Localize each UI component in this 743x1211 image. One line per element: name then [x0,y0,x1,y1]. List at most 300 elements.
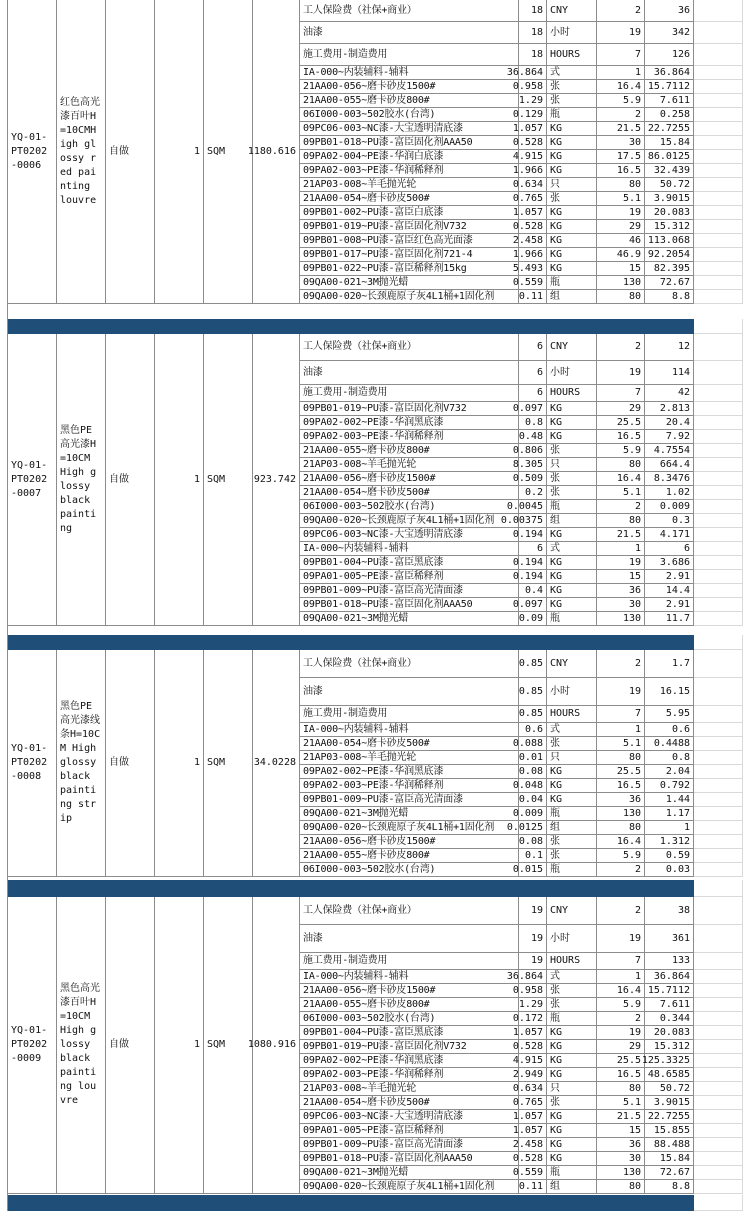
line-price-cell[interactable]: 16.4 [597,80,645,94]
total-cost-cell[interactable]: 34.0228 [253,650,300,877]
empty-cell[interactable] [694,500,743,514]
line-item-cell[interactable]: 09QA00-020~长颈鹿原子灰4L1桶+1固化剂 [300,290,519,304]
line-amount-cell[interactable]: 4.915 [519,1054,547,1068]
empty-cell[interactable] [694,319,743,334]
line-unit-cell[interactable]: KG [547,1026,597,1040]
line-item-cell[interactable]: 09PA02-003~PE漆-华润稀释剂 [300,430,519,444]
line-amount-cell[interactable]: 0.634 [519,1082,547,1096]
empty-cell[interactable] [694,737,743,751]
product-name-cell[interactable]: 黑色PE高光漆线条H=10CM High glossy black painting strip [57,650,106,877]
source-cell[interactable]: 自做 [106,897,155,1194]
line-item-cell[interactable]: 施工费用-制造费用 [300,953,519,970]
line-cost-cell[interactable]: 15.7112 [645,984,694,998]
line-cost-cell[interactable]: 86.0125 [645,150,694,164]
line-cost-cell[interactable]: 8.3476 [645,472,694,486]
line-item-cell[interactable]: 09PB01-018~PU漆-富臣固化剂AAA50 [300,598,519,612]
line-unit-cell[interactable]: KG [547,765,597,779]
empty-cell[interactable] [694,1138,743,1152]
line-price-cell[interactable]: 80 [597,514,645,528]
line-amount-cell[interactable]: 19 [519,897,547,925]
line-unit-cell[interactable]: HOURS [547,706,597,723]
line-amount-cell[interactable]: 0.509 [519,472,547,486]
line-price-cell[interactable]: 80 [597,458,645,472]
line-amount-cell[interactable]: 6 [519,542,547,556]
line-amount-cell[interactable]: 4.915 [519,150,547,164]
line-amount-cell[interactable]: 0.048 [519,779,547,793]
line-amount-cell[interactable]: 1.057 [519,206,547,220]
line-price-cell[interactable]: 25.5 [597,765,645,779]
line-amount-cell[interactable]: 1.057 [519,1124,547,1138]
unit-cell[interactable]: SQM [204,650,253,877]
line-unit-cell[interactable]: 张 [547,444,597,458]
empty-cell[interactable] [694,178,743,192]
line-price-cell[interactable]: 30 [597,136,645,150]
empty-cell[interactable] [694,1152,743,1166]
line-cost-cell[interactable]: 0.258 [645,108,694,122]
line-amount-cell[interactable]: 0.088 [519,737,547,751]
product-name-cell[interactable]: 黑色PE高光漆H=10CM High glossy black painting [57,334,106,626]
line-price-cell[interactable]: 2 [597,334,645,361]
empty-cell[interactable] [694,514,743,528]
line-cost-cell[interactable]: 664.4 [645,458,694,472]
empty-cell[interactable] [694,486,743,500]
line-item-cell[interactable]: 09PA02-004~PE漆-华润白底漆 [300,150,519,164]
line-amount-cell[interactable]: 1.966 [519,164,547,178]
line-amount-cell[interactable]: 0.194 [519,528,547,542]
line-item-cell[interactable]: 09PB01-019~PU漆-富臣固化剂V732 [300,1040,519,1054]
line-price-cell[interactable]: 80 [597,1180,645,1194]
line-cost-cell[interactable]: 72.67 [645,276,694,290]
empty-cell[interactable] [694,765,743,779]
line-item-cell[interactable]: IA-000~内装辅料-辅料 [300,66,519,80]
line-item-cell[interactable]: 工人保险费（社保+商业） [300,0,519,22]
line-cost-cell[interactable]: 42 [645,385,694,402]
empty-cell[interactable] [694,723,743,737]
line-item-cell[interactable]: 21AA00-056~磨卡砂皮1500# [300,984,519,998]
empty-cell[interactable] [694,234,743,248]
line-cost-cell[interactable]: 22.7255 [645,1110,694,1124]
line-cost-cell[interactable]: 1.312 [645,835,694,849]
line-unit-cell[interactable]: 瓶 [547,612,597,626]
line-price-cell[interactable]: 5.9 [597,998,645,1012]
line-cost-cell[interactable]: 114 [645,361,694,385]
line-cost-cell[interactable]: 3.9015 [645,192,694,206]
line-amount-cell[interactable]: 1.057 [519,1110,547,1124]
line-cost-cell[interactable]: 1.7 [645,650,694,678]
line-cost-cell[interactable]: 0.6 [645,723,694,737]
line-cost-cell[interactable]: 15.7112 [645,80,694,94]
line-item-cell[interactable]: 21AA00-056~磨卡砂皮1500# [300,835,519,849]
line-item-cell[interactable]: 06I000-003~502胶水(台湾) [300,108,519,122]
empty-cell[interactable] [694,821,743,835]
line-cost-cell[interactable]: 11.7 [645,612,694,626]
line-amount-cell[interactable]: 6 [519,334,547,361]
empty-cell[interactable] [694,122,743,136]
line-item-cell[interactable]: 09PA02-002~PE漆-华润黑底漆 [300,765,519,779]
line-amount-cell[interactable]: 0.2 [519,486,547,500]
line-price-cell[interactable]: 2 [597,1012,645,1026]
line-item-cell[interactable]: 油漆 [300,925,519,953]
line-unit-cell[interactable]: KG [547,793,597,807]
line-amount-cell[interactable]: 0.08 [519,765,547,779]
line-price-cell[interactable]: 7 [597,385,645,402]
line-item-cell[interactable]: 09PC06-003~NC漆-大宝透明清底漆 [300,1110,519,1124]
line-cost-cell[interactable]: 4.7554 [645,444,694,458]
line-amount-cell[interactable]: 18 [519,22,547,44]
line-unit-cell[interactable]: 瓶 [547,108,597,122]
line-item-cell[interactable]: 油漆 [300,22,519,44]
line-unit-cell[interactable]: CNY [547,334,597,361]
line-cost-cell[interactable]: 125.3325 [645,1054,694,1068]
line-amount-cell[interactable]: 1.057 [519,1026,547,1040]
line-amount-cell[interactable]: 0.85 [519,650,547,678]
line-unit-cell[interactable]: HOURS [547,385,597,402]
line-amount-cell[interactable]: 0.0125 [519,821,547,835]
line-item-cell[interactable]: 09PB01-017~PU漆-富臣固化剂721-4 [300,248,519,262]
empty-cell[interactable] [694,880,743,897]
line-unit-cell[interactable]: KG [547,122,597,136]
line-price-cell[interactable]: 16.5 [597,1068,645,1082]
line-item-cell[interactable]: 施工费用-制造费用 [300,44,519,66]
line-item-cell[interactable]: 工人保险费（社保+商业） [300,897,519,925]
line-cost-cell[interactable]: 36.864 [645,66,694,80]
quantity-cell[interactable]: 1 [155,897,204,1194]
source-cell[interactable]: 自做 [106,334,155,626]
line-price-cell[interactable]: 30 [597,598,645,612]
line-amount-cell[interactable]: 0.11 [519,1180,547,1194]
line-cost-cell[interactable]: 6 [645,542,694,556]
line-price-cell[interactable]: 2 [597,863,645,877]
line-price-cell[interactable]: 19 [597,22,645,44]
line-cost-cell[interactable]: 0.8 [645,751,694,765]
line-price-cell[interactable]: 80 [597,1082,645,1096]
line-unit-cell[interactable]: 式 [547,970,597,984]
line-cost-cell[interactable]: 126 [645,44,694,66]
line-unit-cell[interactable]: CNY [547,650,597,678]
line-unit-cell[interactable]: 张 [547,998,597,1012]
line-amount-cell[interactable]: 0.48 [519,430,547,444]
unit-cell[interactable]: SQM [204,897,253,1194]
line-cost-cell[interactable]: 16.15 [645,678,694,706]
line-price-cell[interactable]: 2 [597,897,645,925]
line-unit-cell[interactable]: KG [547,262,597,276]
line-unit-cell[interactable]: 瓶 [547,276,597,290]
line-amount-cell[interactable]: 0.85 [519,678,547,706]
empty-cell[interactable] [694,44,743,66]
line-item-cell[interactable]: 09PB01-022~PU漆-富臣稀释剂15kg [300,262,519,276]
line-amount-cell[interactable]: 5.493 [519,262,547,276]
line-item-cell[interactable]: 09PB01-019~PU漆-富臣固化剂V732 [300,402,519,416]
line-unit-cell[interactable]: KG [547,248,597,262]
line-item-cell[interactable]: 21AA00-055~磨卡砂皮800# [300,444,519,458]
empty-cell[interactable] [694,458,743,472]
line-price-cell[interactable]: 5.1 [597,1096,645,1110]
line-amount-cell[interactable]: 0.8 [519,416,547,430]
empty-cell[interactable] [694,1180,743,1194]
line-unit-cell[interactable]: 小时 [547,678,597,706]
line-item-cell[interactable]: 09PB01-008~PU漆-富臣红色高光面漆 [300,234,519,248]
line-price-cell[interactable]: 17.5 [597,150,645,164]
empty-cell[interactable] [694,385,743,402]
empty-cell[interactable] [694,570,743,584]
line-item-cell[interactable]: 09PB01-009~PU漆-富臣高光清面漆 [300,584,519,598]
line-cost-cell[interactable]: 113.068 [645,234,694,248]
line-price-cell[interactable]: 21.5 [597,122,645,136]
line-amount-cell[interactable]: 0.958 [519,80,547,94]
line-unit-cell[interactable]: 张 [547,984,597,998]
line-unit-cell[interactable]: KG [547,779,597,793]
line-price-cell[interactable]: 80 [597,751,645,765]
empty-cell[interactable] [694,22,743,44]
line-item-cell[interactable]: 09PA02-003~PE漆-华润稀释剂 [300,779,519,793]
line-price-cell[interactable]: 2 [597,500,645,514]
line-amount-cell[interactable]: 2.458 [519,1138,547,1152]
line-price-cell[interactable]: 36 [597,584,645,598]
line-unit-cell[interactable]: 瓶 [547,500,597,514]
total-cost-cell[interactable]: 923.742 [253,334,300,626]
empty-cell[interactable] [694,584,743,598]
line-cost-cell[interactable]: 2.813 [645,402,694,416]
product-code-cell[interactable]: YQ-01-PT0202-0008 [8,650,57,877]
line-price-cell[interactable]: 29 [597,1040,645,1054]
line-amount-cell[interactable]: 0.0045 [519,500,547,514]
line-cost-cell[interactable]: 1.17 [645,807,694,821]
line-item-cell[interactable]: 09PC06-003~NC漆-大宝透明清底漆 [300,528,519,542]
line-cost-cell[interactable]: 0.344 [645,1012,694,1026]
line-price-cell[interactable]: 36 [597,793,645,807]
line-price-cell[interactable]: 5.1 [597,737,645,751]
line-amount-cell[interactable]: 6 [519,361,547,385]
line-cost-cell[interactable]: 342 [645,22,694,44]
line-unit-cell[interactable]: KG [547,584,597,598]
line-item-cell[interactable]: 09PB01-009~PU漆-富臣高光清面漆 [300,793,519,807]
line-cost-cell[interactable]: 14.4 [645,584,694,598]
line-unit-cell[interactable]: KG [547,598,597,612]
line-amount-cell[interactable]: 0.806 [519,444,547,458]
line-cost-cell[interactable]: 7.611 [645,94,694,108]
line-unit-cell[interactable]: KG [547,1054,597,1068]
line-amount-cell[interactable]: 0.194 [519,556,547,570]
line-item-cell[interactable]: 21AA00-054~磨卡砂皮500# [300,192,519,206]
empty-cell[interactable] [694,612,743,626]
line-item-cell[interactable]: 09PA02-003~PE漆-华润稀释剂 [300,164,519,178]
line-price-cell[interactable]: 16.4 [597,835,645,849]
line-unit-cell[interactable]: 瓶 [547,1012,597,1026]
line-item-cell[interactable]: 09PB01-018~PU漆-富臣固化剂AAA50 [300,1152,519,1166]
line-cost-cell[interactable]: 0.4488 [645,737,694,751]
line-amount-cell[interactable]: 0.097 [519,402,547,416]
empty-cell[interactable] [694,953,743,970]
line-amount-cell[interactable]: 36.864 [519,970,547,984]
line-price-cell[interactable]: 1 [597,542,645,556]
empty-cell[interactable] [694,402,743,416]
line-price-cell[interactable]: 16.5 [597,430,645,444]
line-price-cell[interactable]: 16.5 [597,164,645,178]
line-price-cell[interactable]: 7 [597,953,645,970]
empty-cell[interactable] [694,80,743,94]
line-item-cell[interactable]: 09QA00-020~长颈鹿原子灰4L1桶+1固化剂 [300,1180,519,1194]
empty-cell[interactable] [694,542,743,556]
line-amount-cell[interactable]: 19 [519,953,547,970]
line-item-cell[interactable]: 09PA01-005~PE漆-富臣稀释剂 [300,1124,519,1138]
line-unit-cell[interactable]: KG [547,1068,597,1082]
source-cell[interactable]: 自做 [106,0,155,304]
line-amount-cell[interactable]: 0.559 [519,1166,547,1180]
line-price-cell[interactable]: 2 [597,0,645,22]
empty-cell[interactable] [694,276,743,290]
line-cost-cell[interactable]: 0.03 [645,863,694,877]
line-amount-cell[interactable]: 0.04 [519,793,547,807]
line-amount-cell[interactable]: 0.009 [519,807,547,821]
line-amount-cell[interactable]: 0.634 [519,178,547,192]
line-item-cell[interactable]: 21AA00-056~磨卡砂皮1500# [300,80,519,94]
line-amount-cell[interactable]: 6 [519,385,547,402]
empty-cell[interactable] [694,66,743,80]
line-item-cell[interactable]: 09QA00-020~长颈鹿原子灰4L1桶+1固化剂 [300,821,519,835]
line-item-cell[interactable]: 09PB01-004~PU漆-富臣黑底漆 [300,1026,519,1040]
line-price-cell[interactable]: 130 [597,807,645,821]
line-cost-cell[interactable]: 2.91 [645,570,694,584]
line-amount-cell[interactable]: 0.559 [519,276,547,290]
line-amount-cell[interactable]: 0.097 [519,598,547,612]
line-price-cell[interactable]: 29 [597,402,645,416]
line-unit-cell[interactable]: CNY [547,897,597,925]
line-cost-cell[interactable]: 1.44 [645,793,694,807]
line-amount-cell[interactable]: 0.09 [519,612,547,626]
line-cost-cell[interactable]: 7.611 [645,998,694,1012]
empty-cell[interactable] [694,136,743,150]
line-cost-cell[interactable]: 133 [645,953,694,970]
empty-cell[interactable] [694,262,743,276]
line-amount-cell[interactable]: 18 [519,0,547,22]
line-unit-cell[interactable]: KG [547,528,597,542]
line-cost-cell[interactable]: 12 [645,334,694,361]
line-amount-cell[interactable]: 0.08 [519,835,547,849]
unit-cell[interactable]: SQM [204,334,253,626]
line-item-cell[interactable]: 21AA00-054~磨卡砂皮500# [300,737,519,751]
line-cost-cell[interactable]: 1.02 [645,486,694,500]
line-cost-cell[interactable]: 0.3 [645,514,694,528]
line-cost-cell[interactable]: 0.009 [645,500,694,514]
empty-cell[interactable] [694,863,743,877]
empty-cell[interactable] [694,1096,743,1110]
empty-cell[interactable] [694,0,743,22]
line-price-cell[interactable]: 1 [597,970,645,984]
line-price-cell[interactable]: 16.4 [597,984,645,998]
empty-cell[interactable] [694,751,743,765]
line-item-cell[interactable]: 09QA00-020~长颈鹿原子灰4L1桶+1固化剂 [300,514,519,528]
empty-cell[interactable] [694,678,743,706]
product-name-cell[interactable]: 红色高光漆百叶H=10CMHigh glossy red painting louvre [57,0,106,304]
line-unit-cell[interactable]: 张 [547,94,597,108]
line-unit-cell[interactable]: 瓶 [547,1166,597,1180]
line-cost-cell[interactable]: 5.95 [645,706,694,723]
line-price-cell[interactable]: 80 [597,178,645,192]
line-item-cell[interactable]: 06I000-003~502胶水(台湾) [300,1012,519,1026]
line-unit-cell[interactable]: 张 [547,1096,597,1110]
line-amount-cell[interactable]: 2.458 [519,234,547,248]
line-price-cell[interactable]: 80 [597,290,645,304]
empty-cell[interactable] [694,998,743,1012]
product-code-cell[interactable]: YQ-01-PT0202-0009 [8,897,57,1194]
product-code-cell[interactable]: YQ-01-PT0202-0006 [8,0,57,304]
empty-cell[interactable] [694,849,743,863]
line-item-cell[interactable]: 21AA00-055~磨卡砂皮800# [300,998,519,1012]
empty-cell[interactable] [694,248,743,262]
line-item-cell[interactable]: 09QA00-021~3M抛光蜡 [300,612,519,626]
line-unit-cell[interactable]: KG [547,1040,597,1054]
line-cost-cell[interactable]: 15.312 [645,220,694,234]
line-item-cell[interactable]: 21AA00-054~磨卡砂皮500# [300,486,519,500]
line-amount-cell[interactable]: 0.528 [519,1152,547,1166]
line-amount-cell[interactable]: 0.528 [519,1040,547,1054]
line-price-cell[interactable]: 7 [597,44,645,66]
line-unit-cell[interactable]: 张 [547,849,597,863]
line-cost-cell[interactable]: 20.083 [645,1026,694,1040]
line-price-cell[interactable]: 2 [597,650,645,678]
line-item-cell[interactable]: 09QA00-021~3M抛光蜡 [300,276,519,290]
line-cost-cell[interactable]: 20.4 [645,416,694,430]
line-unit-cell[interactable]: 张 [547,472,597,486]
line-unit-cell[interactable]: KG [547,1152,597,1166]
line-unit-cell[interactable]: 组 [547,1180,597,1194]
line-unit-cell[interactable]: 小时 [547,925,597,953]
empty-cell[interactable] [694,598,743,612]
line-item-cell[interactable]: 21AA00-054~磨卡砂皮500# [300,1096,519,1110]
empty-cell[interactable] [694,150,743,164]
line-unit-cell[interactable]: 组 [547,821,597,835]
line-amount-cell[interactable]: 0.958 [519,984,547,998]
line-cost-cell[interactable]: 36.864 [645,970,694,984]
total-cost-cell[interactable]: 1180.616 [253,0,300,304]
empty-cell[interactable] [694,290,743,304]
line-unit-cell[interactable]: 张 [547,80,597,94]
empty-cell[interactable] [694,807,743,821]
line-item-cell[interactable]: 工人保险费（社保+商业） [300,650,519,678]
line-amount-cell[interactable]: 2.949 [519,1068,547,1082]
empty-cell[interactable] [694,1040,743,1054]
line-amount-cell[interactable]: 36.864 [519,66,547,80]
quantity-cell[interactable]: 1 [155,334,204,626]
line-price-cell[interactable]: 16.4 [597,472,645,486]
line-item-cell[interactable]: 21AA00-055~磨卡砂皮800# [300,94,519,108]
line-price-cell[interactable]: 15 [597,262,645,276]
line-amount-cell[interactable]: 0.765 [519,192,547,206]
line-cost-cell[interactable]: 88.488 [645,1138,694,1152]
line-amount-cell[interactable]: 19 [519,925,547,953]
line-item-cell[interactable]: 油漆 [300,361,519,385]
line-cost-cell[interactable]: 4.171 [645,528,694,542]
line-unit-cell[interactable]: KG [547,206,597,220]
line-item-cell[interactable]: 21AP03-008~羊毛抛光轮 [300,458,519,472]
line-price-cell[interactable]: 29 [597,220,645,234]
line-unit-cell[interactable]: 小时 [547,361,597,385]
line-unit-cell[interactable]: HOURS [547,44,597,66]
line-price-cell[interactable]: 25.5 [597,1054,645,1068]
line-cost-cell[interactable]: 2.91 [645,598,694,612]
line-amount-cell[interactable]: 0.01 [519,751,547,765]
empty-cell[interactable] [694,108,743,122]
line-price-cell[interactable]: 130 [597,612,645,626]
line-unit-cell[interactable]: KG [547,220,597,234]
line-price-cell[interactable]: 5.9 [597,444,645,458]
source-cell[interactable]: 自做 [106,650,155,877]
line-cost-cell[interactable]: 72.67 [645,1166,694,1180]
empty-cell[interactable] [694,1012,743,1026]
line-amount-cell[interactable]: 0.00375 [519,514,547,528]
line-unit-cell[interactable]: 张 [547,192,597,206]
line-item-cell[interactable]: 21AA00-055~磨卡砂皮800# [300,849,519,863]
